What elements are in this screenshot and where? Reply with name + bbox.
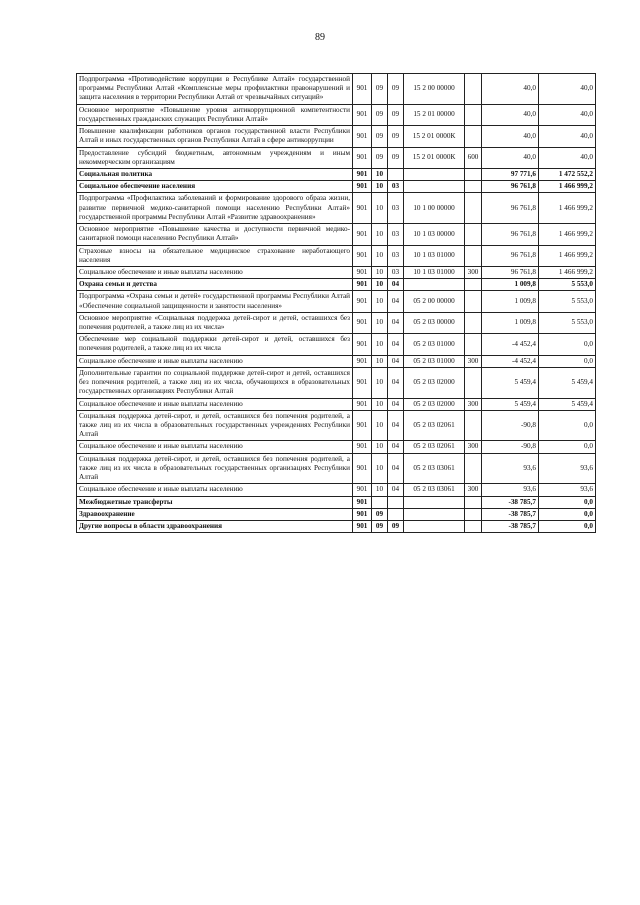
table-row — [77, 441, 596, 453]
table-row — [77, 398, 596, 410]
amount-year-2: 0,0 — [539, 410, 596, 441]
amount-year-1: 40,0 — [482, 147, 539, 168]
section-code — [372, 496, 388, 508]
amount-year-1: 1 009,8 — [482, 312, 539, 333]
section-code: 10 — [372, 279, 388, 291]
subsection-code: 09 — [388, 520, 404, 532]
subsection-code: 04 — [388, 279, 404, 291]
amount-year-2: 5 553,0 — [539, 279, 596, 291]
admin-code: 901 — [353, 168, 372, 180]
admin-code: 901 — [353, 224, 372, 245]
section-code: 10 — [372, 168, 388, 180]
amount-year-2: 0,0 — [539, 355, 596, 367]
expense-type-code: 300 — [465, 441, 482, 453]
item-name: Социальная поддержка детей-сирот, и детей, оставшихся без попечения родителей, а также лиц из их числа в образовательных государственных организациях Республики Алтай — [77, 453, 353, 484]
amount-year-1: 96 761,8 — [482, 266, 539, 278]
item-name: Социальное обеспечение населения — [77, 181, 353, 193]
amount-year-2: 40,0 — [539, 104, 596, 125]
expense-type-code — [465, 279, 482, 291]
target-article-code: 15 2 00 00000 — [404, 74, 465, 105]
expense-type-code — [465, 312, 482, 333]
table-row — [77, 367, 596, 398]
amount-year-1: 96 761,8 — [482, 224, 539, 245]
table-row — [77, 74, 596, 105]
item-name: Здравоохранение — [77, 508, 353, 520]
table-row — [77, 312, 596, 333]
target-article-code: 10 1 03 01000 — [404, 245, 465, 266]
expense-type-code — [465, 334, 482, 355]
subsection-code: 04 — [388, 441, 404, 453]
expense-type-code: 300 — [465, 484, 482, 496]
table-row — [77, 410, 596, 441]
expense-type-code — [465, 168, 482, 180]
expense-type-code — [465, 245, 482, 266]
admin-code: 901 — [353, 441, 372, 453]
admin-code: 901 — [353, 181, 372, 193]
amount-year-1: 97 771,6 — [482, 168, 539, 180]
target-article-code: 15 2 01 0000К — [404, 147, 465, 168]
amount-year-2: 0,0 — [539, 508, 596, 520]
subsection-code — [388, 508, 404, 520]
page-number: 89 — [315, 32, 325, 43]
section-code: 10 — [372, 484, 388, 496]
item-name: Повышение квалификации работников органов государственной власти Республики Алтай и иных государственных органов Республики Алтай в сфере антикоррупции — [77, 126, 353, 147]
target-article-code: 05 2 03 01000 — [404, 355, 465, 367]
amount-year-2: 5 459,4 — [539, 398, 596, 410]
amount-year-2: 93,6 — [539, 484, 596, 496]
amount-year-1: 40,0 — [482, 126, 539, 147]
target-article-code: 05 2 03 02000 — [404, 398, 465, 410]
item-name: Подпрограмма «Охрана семьи и детей» государственной программы Республики Алтай «Обеспечение социальной защищенности и занятости населения» — [77, 291, 353, 312]
item-name: Социальная политика — [77, 168, 353, 180]
item-name: Дополнительные гарантии по социальной поддержке детей-сирот и детей, оставшихся без попечения родителей, а также лиц из их числа, обучающихся в образовательных государственных организациях Республики Алтай — [77, 367, 353, 398]
amount-year-1: 5 459,4 — [482, 398, 539, 410]
item-name: Другие вопросы в области здравоохранения — [77, 520, 353, 532]
section-code: 09 — [372, 104, 388, 125]
subsection-code: 04 — [388, 398, 404, 410]
admin-code: 901 — [353, 193, 372, 224]
admin-code: 901 — [353, 367, 372, 398]
expense-type-code: 300 — [465, 398, 482, 410]
table-row — [77, 245, 596, 266]
amount-year-1: -38 785,7 — [482, 508, 539, 520]
target-article-code: 05 2 03 02061 — [404, 410, 465, 441]
budget-table — [76, 73, 596, 533]
amount-year-1: 93,6 — [482, 484, 539, 496]
target-article-code: 10 1 03 01000 — [404, 266, 465, 278]
amount-year-2: 0,0 — [539, 496, 596, 508]
target-article-code — [404, 181, 465, 193]
item-name: Социальное обеспечение и иные выплаты населению — [77, 266, 353, 278]
admin-code: 901 — [353, 291, 372, 312]
subsection-code: 03 — [388, 245, 404, 266]
amount-year-2: 5 459,4 — [539, 367, 596, 398]
subsection-code: 04 — [388, 453, 404, 484]
subsection-code: 03 — [388, 266, 404, 278]
table-row — [77, 126, 596, 147]
admin-code: 901 — [353, 484, 372, 496]
table-row — [77, 355, 596, 367]
item-name: Социальное обеспечение и иные выплаты населению — [77, 484, 353, 496]
target-article-code: 05 2 00 00000 — [404, 291, 465, 312]
table-row — [77, 334, 596, 355]
target-article-code: 10 1 00 00000 — [404, 193, 465, 224]
table-row — [77, 453, 596, 484]
amount-year-2: 0,0 — [539, 334, 596, 355]
section-code: 09 — [372, 520, 388, 532]
admin-code: 901 — [353, 355, 372, 367]
item-name: Основное мероприятие «Повышение уровня антикоррупционной компетентности государственных гражданских служащих Республики Алтай» — [77, 104, 353, 125]
amount-year-1: 5 459,4 — [482, 367, 539, 398]
section-code: 09 — [372, 126, 388, 147]
section-code: 10 — [372, 367, 388, 398]
amount-year-2: 1 466 999,2 — [539, 266, 596, 278]
amount-year-2: 0,0 — [539, 520, 596, 532]
item-name: Предоставление субсидий бюджетным, автономным учреждениям и иным некоммерческим организациям — [77, 147, 353, 168]
target-article-code: 10 1 03 00000 — [404, 224, 465, 245]
admin-code: 901 — [353, 104, 372, 125]
section-code: 10 — [372, 355, 388, 367]
target-article-code — [404, 520, 465, 532]
target-article-code — [404, 508, 465, 520]
section-code: 10 — [372, 224, 388, 245]
subsection-code: 03 — [388, 224, 404, 245]
amount-year-1: 93,6 — [482, 453, 539, 484]
section-code: 10 — [372, 453, 388, 484]
item-name: Подпрограмма «Противодействие коррупции в Республике Алтай» государственной программы Республики Алтай «Комплексные меры профилактики правонарушений и защита населения в территории Республики Алтай от чрезвычайных ситуаций» — [77, 74, 353, 105]
amount-year-1: -90,8 — [482, 441, 539, 453]
admin-code: 901 — [353, 74, 372, 105]
item-name: Социальное обеспечение и иные выплаты населению — [77, 355, 353, 367]
expense-type-code — [465, 453, 482, 484]
expense-type-code — [465, 126, 482, 147]
section-code: 10 — [372, 398, 388, 410]
admin-code: 901 — [353, 398, 372, 410]
table-row — [77, 104, 596, 125]
subsection-code: 04 — [388, 410, 404, 441]
section-code: 10 — [372, 266, 388, 278]
admin-code: 901 — [353, 520, 372, 532]
section-code: 10 — [372, 410, 388, 441]
subsection-code — [388, 168, 404, 180]
expense-type-code — [465, 104, 482, 125]
target-article-code — [404, 168, 465, 180]
section-code: 10 — [372, 291, 388, 312]
table-row — [77, 266, 596, 278]
admin-code: 901 — [353, 496, 372, 508]
subsection-code: 04 — [388, 291, 404, 312]
table-row — [77, 508, 596, 520]
amount-year-2: 1 466 999,2 — [539, 245, 596, 266]
target-article-code: 15 2 01 00000 — [404, 104, 465, 125]
admin-code: 901 — [353, 147, 372, 168]
subsection-code: 04 — [388, 334, 404, 355]
amount-year-1: 96 761,8 — [482, 245, 539, 266]
section-code: 10 — [372, 193, 388, 224]
admin-code: 901 — [353, 410, 372, 441]
expense-type-code — [465, 496, 482, 508]
expense-type-code — [465, 74, 482, 105]
expense-type-code: 300 — [465, 355, 482, 367]
amount-year-2: 40,0 — [539, 74, 596, 105]
amount-year-1: -38 785,7 — [482, 520, 539, 532]
section-code: 09 — [372, 74, 388, 105]
amount-year-2: 40,0 — [539, 126, 596, 147]
item-name: Социальная поддержка детей-сирот, и детей, оставшихся без попечения родителей, а также лиц из их числа в образовательных государственных учреждениях Республики Алтай — [77, 410, 353, 441]
item-name: Основное мероприятие «Повышение качества и доступности первичной медико-санитарной помощи населению Республики Алтай» — [77, 224, 353, 245]
admin-code: 901 — [353, 245, 372, 266]
section-code: 10 — [372, 312, 388, 333]
subsection-code: 03 — [388, 193, 404, 224]
subsection-code: 04 — [388, 312, 404, 333]
amount-year-1: 1 009,8 — [482, 291, 539, 312]
expense-type-code — [465, 520, 482, 532]
subsection-code: 04 — [388, 355, 404, 367]
subsection-code: 09 — [388, 74, 404, 105]
subsection-code: 04 — [388, 484, 404, 496]
section-code: 10 — [372, 441, 388, 453]
expense-type-code — [465, 224, 482, 245]
item-name: Страховые взносы на обязательное медицинское страхование неработающего населения — [77, 245, 353, 266]
expense-type-code — [465, 410, 482, 441]
target-article-code — [404, 279, 465, 291]
amount-year-2: 1 466 999,2 — [539, 181, 596, 193]
amount-year-2: 93,6 — [539, 453, 596, 484]
table-row — [77, 168, 596, 180]
expense-type-code — [465, 291, 482, 312]
admin-code: 901 — [353, 334, 372, 355]
section-code: 10 — [372, 181, 388, 193]
expense-type-code: 300 — [465, 266, 482, 278]
admin-code: 901 — [353, 126, 372, 147]
amount-year-1: 1 009,8 — [482, 279, 539, 291]
target-article-code: 15 2 01 0000К — [404, 126, 465, 147]
amount-year-1: -4 452,4 — [482, 355, 539, 367]
target-article-code: 05 2 03 00000 — [404, 312, 465, 333]
amount-year-2: 5 553,0 — [539, 312, 596, 333]
table-row — [77, 520, 596, 532]
subsection-code: 03 — [388, 181, 404, 193]
amount-year-1: -90,8 — [482, 410, 539, 441]
amount-year-2: 1 466 999,2 — [539, 224, 596, 245]
section-code: 09 — [372, 147, 388, 168]
table-row — [77, 484, 596, 496]
admin-code: 901 — [353, 312, 372, 333]
table-row — [77, 181, 596, 193]
table-row — [77, 291, 596, 312]
amount-year-2: 1 472 552,2 — [539, 168, 596, 180]
expense-type-code: 600 — [465, 147, 482, 168]
expense-type-code — [465, 508, 482, 520]
amount-year-2: 1 466 999,2 — [539, 193, 596, 224]
amount-year-1: 96 761,8 — [482, 181, 539, 193]
amount-year-1: -38 785,7 — [482, 496, 539, 508]
item-name: Охрана семьи и детства — [77, 279, 353, 291]
target-article-code: 05 2 03 02061 — [404, 441, 465, 453]
table-row — [77, 224, 596, 245]
subsection-code: 04 — [388, 367, 404, 398]
amount-year-1: 96 761,8 — [482, 193, 539, 224]
item-name: Социальное обеспечение и иные выплаты населению — [77, 398, 353, 410]
table-row — [77, 193, 596, 224]
item-name: Основное мероприятие «Социальная поддержка детей-сирот и детей, оставшихся без попечения родителей, а также лиц из их числа» — [77, 312, 353, 333]
amount-year-1: 40,0 — [482, 104, 539, 125]
table-row — [77, 279, 596, 291]
table-row — [77, 496, 596, 508]
expense-type-code — [465, 181, 482, 193]
target-article-code — [404, 496, 465, 508]
section-code: 10 — [372, 245, 388, 266]
section-code: 10 — [372, 334, 388, 355]
expense-type-code — [465, 193, 482, 224]
budget-table-body — [77, 74, 596, 533]
amount-year-2: 0,0 — [539, 441, 596, 453]
admin-code: 901 — [353, 266, 372, 278]
table-row — [77, 147, 596, 168]
target-article-code: 05 2 03 03061 — [404, 453, 465, 484]
amount-year-1: -4 452,4 — [482, 334, 539, 355]
admin-code: 901 — [353, 453, 372, 484]
admin-code: 901 — [353, 508, 372, 520]
amount-year-2: 5 553,0 — [539, 291, 596, 312]
subsection-code — [388, 496, 404, 508]
subsection-code: 09 — [388, 104, 404, 125]
item-name: Подпрограмма «Профилактика заболеваний и формирование здорового образа жизни, развитие первичной медико-санитарной помощи населению Республики Алтай» государственной программы Республики Алтай «Развитие здравоохранения» — [77, 193, 353, 224]
subsection-code: 09 — [388, 147, 404, 168]
target-article-code: 05 2 03 03061 — [404, 484, 465, 496]
admin-code: 901 — [353, 279, 372, 291]
subsection-code: 09 — [388, 126, 404, 147]
amount-year-2: 40,0 — [539, 147, 596, 168]
target-article-code: 05 2 03 01000 — [404, 334, 465, 355]
expense-type-code — [465, 367, 482, 398]
section-code: 09 — [372, 508, 388, 520]
item-name: Обеспечение мер социальной поддержки детей-сирот и детей, оставшихся без попечения родителей, а также лиц из их числа — [77, 334, 353, 355]
target-article-code: 05 2 03 02000 — [404, 367, 465, 398]
item-name: Межбюджетные трансферты — [77, 496, 353, 508]
amount-year-1: 40,0 — [482, 74, 539, 105]
item-name: Социальное обеспечение и иные выплаты населению — [77, 441, 353, 453]
